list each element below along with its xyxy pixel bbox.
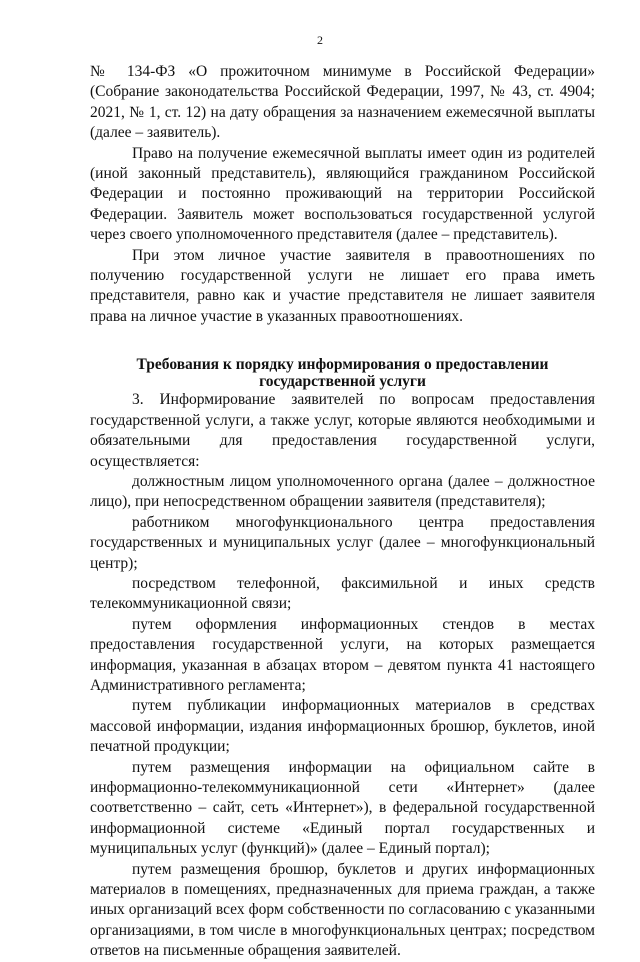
page-number: 2	[317, 33, 323, 47]
paragraph-personal-participation: При этом личное участие заявителя в правоотношениях по получению государственной услуги не лишает его права иметь представителя, равно как и участие представителя не лишает заявителя права на личное участие в указанных правоотношениях.	[90, 246, 595, 325]
paragraph-official: должностным лицом уполномоченного органа (далее – должностное лицо), при непосредственном обращении заявителя (представителя);	[90, 472, 595, 511]
paragraph-telecom: посредством телефонной, факсимильной и иных средств телекоммуникационной связи;	[90, 574, 595, 613]
paragraph-stands: путем оформления информационных стендов в местах предоставления государственной услуги, на которых размещается информация, указанная в абзацах втором – девятом пункта 41 настоящего Административного регламента;	[90, 615, 595, 694]
paragraph-brochures: путем размещения брошюр, буклетов и других информационных материалов в помещениях, предназначенных для приема граждан, а также иных организаций всех форм собственности по согласованию с указанными организациями, в том числе в многофункциональных центрах; посредством ответов на письменные обращения заявителей.	[90, 860, 595, 960]
paragraph-mfc: работником многофункционального центра предоставления государственных и муниципальных услуг (далее – многофункциональный центр);	[90, 513, 595, 572]
section-heading: Требования к порядку информирования о предоставлении государственной услуги	[136, 356, 549, 391]
paragraph-item-3: 3. Информирование заявителей по вопросам предоставления государственной услуги, а также услуг, которые являются необходимыми и обязательными для предоставления государственной услуги, осуществляется:	[90, 391, 595, 470]
paragraph-applicant-right: Право на получение ежемесячной выплаты имеет один из родителей (иной законный представитель), являющийся гражданином Российской Федерации и постоянно проживающий на территории Российской Федерации. Заявитель может воспользоваться государственной услугой через своего уполномоченного представителя (далее – представитель).	[90, 144, 595, 244]
paragraph-media: путем публикации информационных материалов в средствах массовой информации, издания информационных брошюр, буклетов, иной печатной продукции;	[90, 697, 595, 756]
paragraph-continuation: № 134-ФЗ «О прожиточном минимуме в Российской Федерации» (Собрание законодательства Российской Федерации, 1997, № 43, ст. 4904; 2021, № 1, ст. 12) на дату обращения за назначением ежемесячной выплаты (далее – заявитель).	[90, 63, 595, 142]
paragraph-website: путем размещения информации на официальном сайте в информационно-телекоммуникационной сети «Интернет» (далее соответственно – сайт, сеть «Интернет»), в федеральной государственной информационной системе «Единый портал государственных и муниципальных услуг (функций)» (далее – Единый портал);	[90, 758, 595, 858]
document-body	[90, 62, 595, 962]
